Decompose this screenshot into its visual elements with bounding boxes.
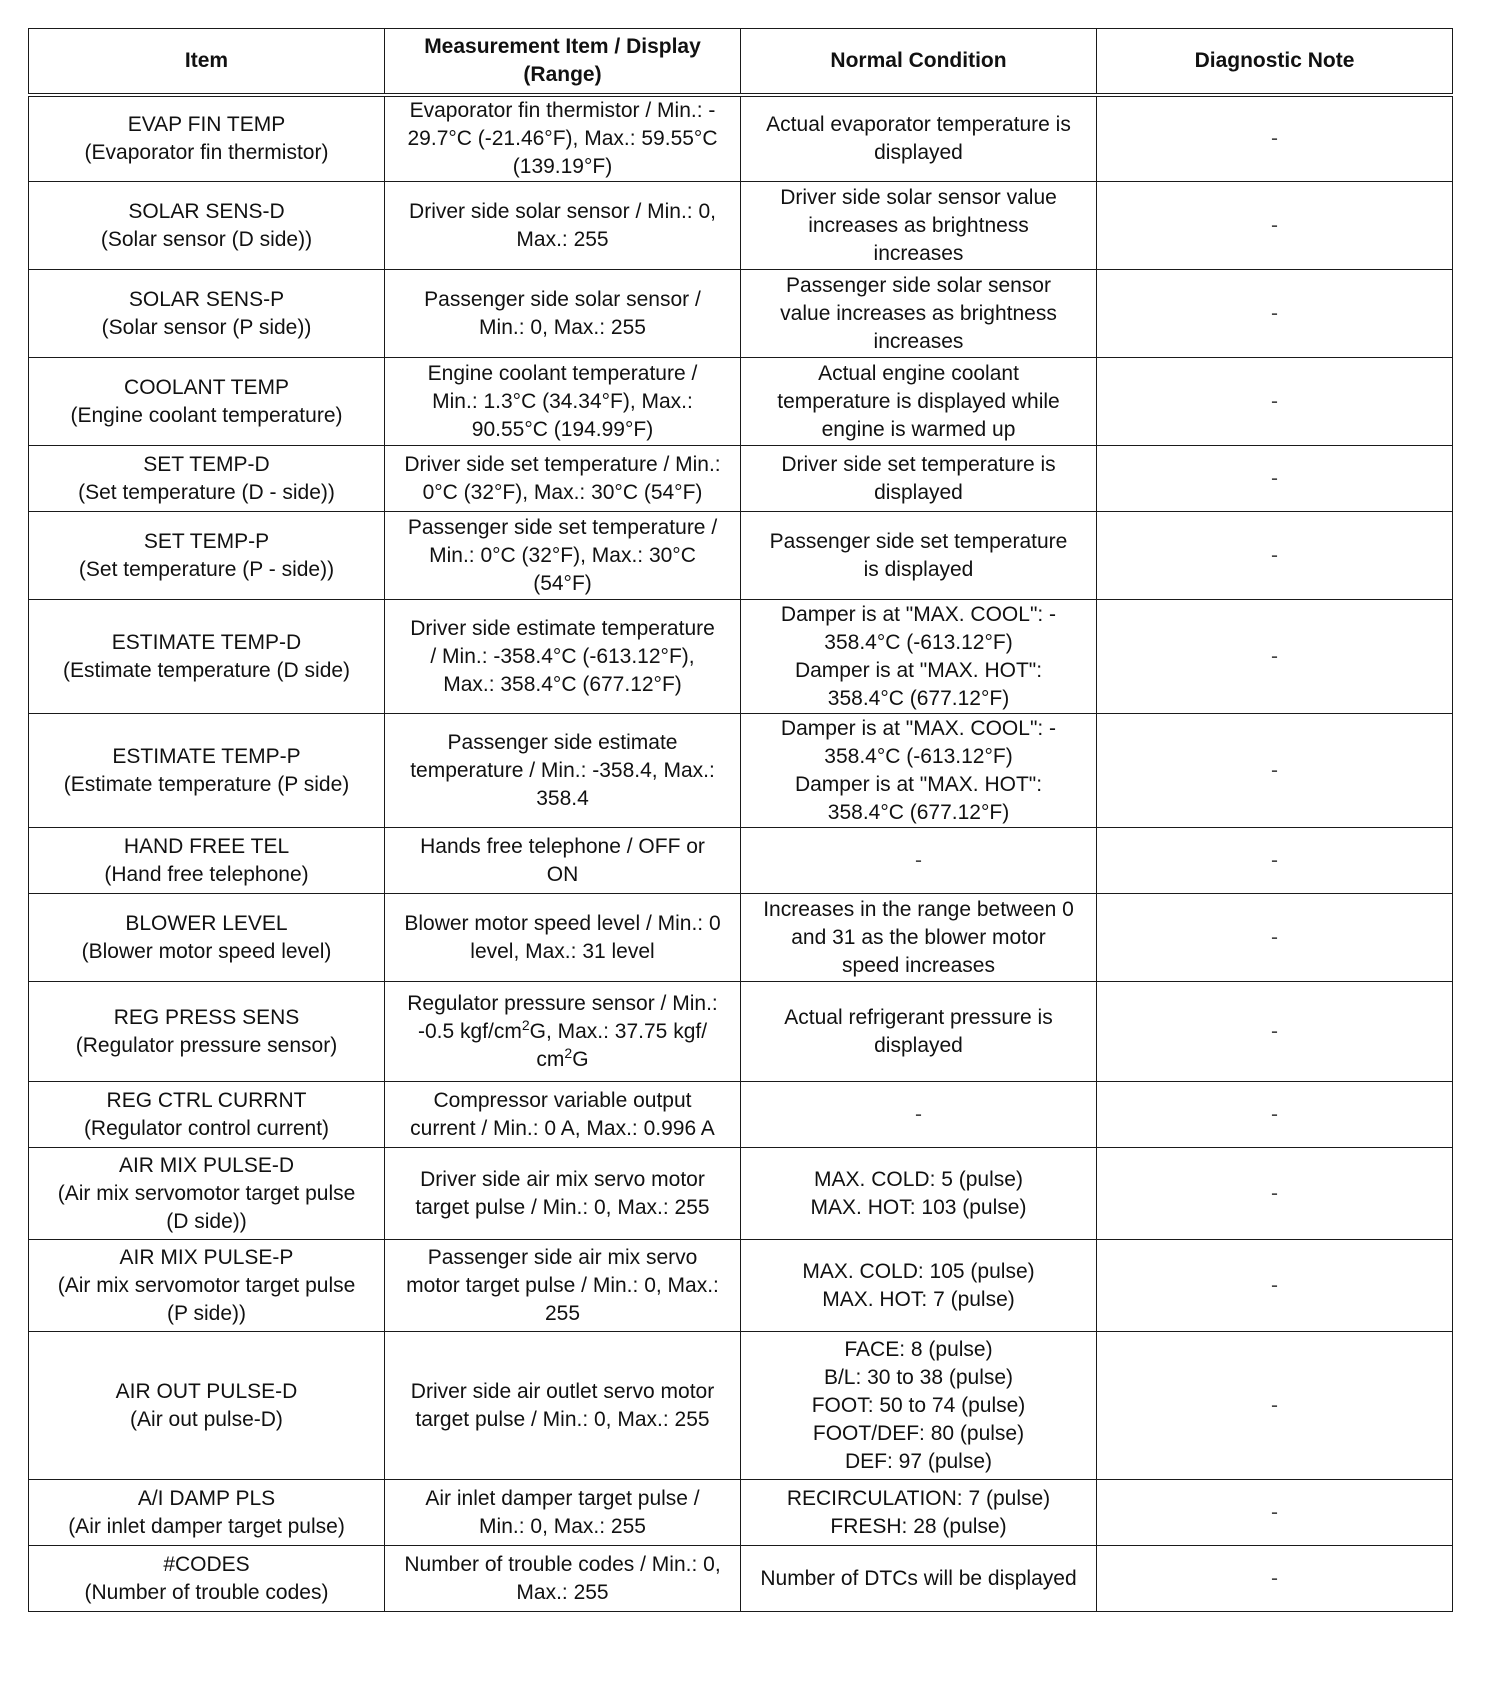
superscript: 2	[564, 1044, 573, 1061]
measurement-cell	[385, 982, 741, 1082]
table-row	[29, 1082, 1453, 1148]
measurement-text: G, Max.: 37.75 kgf/	[529, 1019, 708, 1043]
diagnostic-note-cell: -	[1097, 1082, 1453, 1148]
diagnostic-note-cell: -	[1097, 446, 1453, 512]
header-diagnostic-note: Diagnostic Note	[1097, 29, 1453, 96]
header-normal-condition: Normal Condition	[741, 29, 1097, 96]
item-cell: AIR MIX PULSE-D (Air mix servomotor target pulse (D side))	[29, 1148, 385, 1240]
item-cell: SET TEMP-D (Set temperature (D - side))	[29, 446, 385, 512]
normal-condition-cell: Increases in the range between 0 and 31 as the blower motor speed increases	[741, 894, 1097, 982]
table-row	[29, 95, 1453, 182]
table-row	[29, 270, 1453, 358]
diagnostic-data-sheet	[28, 28, 1452, 1612]
table-row	[29, 1240, 1453, 1332]
header-item: Item	[29, 29, 385, 96]
measurement-cell: Passenger side air mix servo motor target pulse / Min.: 0, Max.: 255	[385, 1240, 741, 1332]
item-cell: SET TEMP-P (Set temperature (P - side))	[29, 512, 385, 600]
normal-condition-cell: MAX. COLD: 5 (pulse) MAX. HOT: 103 (pulse)	[741, 1148, 1097, 1240]
diagnostic-note-cell: -	[1097, 828, 1453, 894]
table-row	[29, 1148, 1453, 1240]
normal-condition-cell: RECIRCULATION: 7 (pulse) FRESH: 28 (pulse)	[741, 1480, 1097, 1546]
measurement-cell: Number of trouble codes / Min.: 0, Max.: 255	[385, 1546, 741, 1612]
table-row	[29, 1332, 1453, 1480]
header-measurement: Measurement Item / Display (Range)	[385, 29, 741, 96]
measurement-cell: Engine coolant temperature / Min.: 1.3°C (34.34°F), Max.: 90.55°C (194.99°F)	[385, 358, 741, 446]
measurement-cell: Passenger side set temperature / Min.: 0°C (32°F), Max.: 30°C (54°F)	[385, 512, 741, 600]
measurement-text: -0.5 kgf/cm	[417, 1019, 522, 1043]
measurement-line: Regulator pressure sensor / Min.:	[407, 991, 718, 1015]
measurement-cell: Driver side set temperature / Min.: 0°C (32°F), Max.: 30°C (54°F)	[385, 446, 741, 512]
table-row	[29, 1480, 1453, 1546]
diagnostic-note-cell: -	[1097, 982, 1453, 1082]
item-cell: REG CTRL CURRNT (Regulator control current)	[29, 1082, 385, 1148]
table-row	[29, 1546, 1453, 1612]
normal-condition-cell: Actual engine coolant temperature is displayed while engine is warmed up	[741, 358, 1097, 446]
measurement-cell: Evaporator fin thermistor / Min.: - 29.7°C (-21.46°F), Max.: 59.55°C (139.19°F)	[385, 95, 741, 182]
measurement-cell: Compressor variable output current / Min.: 0 A, Max.: 0.996 A	[385, 1082, 741, 1148]
measurement-cell: Blower motor speed level / Min.: 0 level, Max.: 31 level	[385, 894, 741, 982]
table-row	[29, 446, 1453, 512]
diagnostic-note-cell: -	[1097, 1240, 1453, 1332]
diagnostic-note-cell: -	[1097, 512, 1453, 600]
item-cell: SOLAR SENS-P (Solar sensor (P side))	[29, 270, 385, 358]
normal-condition-cell: -	[741, 828, 1097, 894]
normal-condition-cell: MAX. COLD: 105 (pulse) MAX. HOT: 7 (pulse)	[741, 1240, 1097, 1332]
diagnostic-note-cell: -	[1097, 1546, 1453, 1612]
diagnostic-note-cell: -	[1097, 600, 1453, 714]
diagnostic-note-cell: -	[1097, 95, 1453, 182]
table-header-row	[29, 29, 1453, 96]
item-cell: REG PRESS SENS (Regulator pressure sensor)	[29, 982, 385, 1082]
normal-condition-cell: Number of DTCs will be displayed	[741, 1546, 1097, 1612]
measurement-cell: Hands free telephone / OFF or ON	[385, 828, 741, 894]
table-row	[29, 358, 1453, 446]
diagnostic-note-cell: -	[1097, 1332, 1453, 1480]
item-cell: #CODES (Number of trouble codes)	[29, 1546, 385, 1612]
table-row	[29, 600, 1453, 714]
normal-condition-cell: Damper is at "MAX. COOL": - 358.4°C (-613.12°F) Damper is at "MAX. HOT": 358.4°C (677.12°F)	[741, 714, 1097, 828]
diagnostic-note-cell: -	[1097, 1480, 1453, 1546]
superscript: 2	[521, 1016, 530, 1033]
normal-condition-cell: -	[741, 1082, 1097, 1148]
data-list-table	[28, 28, 1453, 1612]
diagnostic-note-cell: -	[1097, 894, 1453, 982]
item-cell: ESTIMATE TEMP-D (Estimate temperature (D side)	[29, 600, 385, 714]
item-cell: ESTIMATE TEMP-P (Estimate temperature (P side)	[29, 714, 385, 828]
measurement-cell: Driver side solar sensor / Min.: 0, Max.: 255	[385, 182, 741, 270]
table-row	[29, 714, 1453, 828]
normal-condition-cell: Passenger side set temperature is displayed	[741, 512, 1097, 600]
table-row	[29, 894, 1453, 982]
measurement-cell: Passenger side solar sensor / Min.: 0, Max.: 255	[385, 270, 741, 358]
measurement-cell: Driver side air mix servo motor target pulse / Min.: 0, Max.: 255	[385, 1148, 741, 1240]
item-cell: BLOWER LEVEL (Blower motor speed level)	[29, 894, 385, 982]
diagnostic-note-cell: -	[1097, 358, 1453, 446]
item-cell: A/I DAMP PLS (Air inlet damper target pulse)	[29, 1480, 385, 1546]
item-cell: HAND FREE TEL (Hand free telephone)	[29, 828, 385, 894]
diagnostic-note-cell: -	[1097, 270, 1453, 358]
table-row	[29, 982, 1453, 1082]
table-row	[29, 182, 1453, 270]
measurement-cell: Driver side air outlet servo motor target pulse / Min.: 0, Max.: 255	[385, 1332, 741, 1480]
item-cell: AIR OUT PULSE-D (Air out pulse-D)	[29, 1332, 385, 1480]
normal-condition-cell: FACE: 8 (pulse) B/L: 30 to 38 (pulse) FOOT: 50 to 74 (pulse) FOOT/DEF: 80 (pulse) DEF: 97 (pulse)	[741, 1332, 1097, 1480]
normal-condition-cell: Actual evaporator temperature is displayed	[741, 95, 1097, 182]
diagnostic-note-cell: -	[1097, 714, 1453, 828]
measurement-cell: Driver side estimate temperature / Min.: -358.4°C (-613.12°F), Max.: 358.4°C (677.12°F)	[385, 600, 741, 714]
item-cell: SOLAR SENS-D (Solar sensor (D side))	[29, 182, 385, 270]
diagnostic-note-cell: -	[1097, 182, 1453, 270]
normal-condition-cell: Actual refrigerant pressure is displayed	[741, 982, 1097, 1082]
normal-condition-cell: Driver side set temperature is displayed	[741, 446, 1097, 512]
measurement-text: cm	[536, 1047, 565, 1071]
item-cell: EVAP FIN TEMP (Evaporator fin thermistor)	[29, 95, 385, 182]
normal-condition-cell: Damper is at "MAX. COOL": - 358.4°C (-613.12°F) Damper is at "MAX. HOT": 358.4°C (677.12°F)	[741, 600, 1097, 714]
normal-condition-cell: Driver side solar sensor value increases as brightness increases	[741, 182, 1097, 270]
table-row	[29, 512, 1453, 600]
measurement-cell: Air inlet damper target pulse / Min.: 0, Max.: 255	[385, 1480, 741, 1546]
diagnostic-note-cell: -	[1097, 1148, 1453, 1240]
measurement-cell: Passenger side estimate temperature / Min.: -358.4, Max.: 358.4	[385, 714, 741, 828]
normal-condition-cell: Passenger side solar sensor value increases as brightness increases	[741, 270, 1097, 358]
item-cell: COOLANT TEMP (Engine coolant temperature)	[29, 358, 385, 446]
measurement-text: G	[572, 1047, 589, 1071]
item-cell: AIR MIX PULSE-P (Air mix servomotor target pulse (P side))	[29, 1240, 385, 1332]
table-row	[29, 828, 1453, 894]
